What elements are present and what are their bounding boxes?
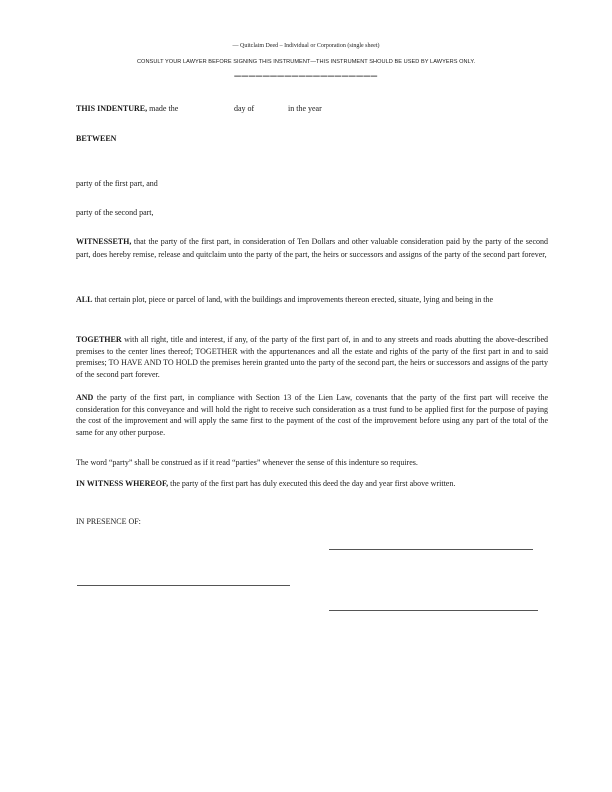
in-the-year-label: in the year [288, 104, 322, 113]
witnesseth-paragraph [76, 235, 548, 261]
together-text: with all right, title and interest, if any, of the party of the first part of, in and to any streets and roads abutting the above-described premises to the center lines thereof; TOGETHER with the appurtenances and all the estate and rights of the party of the first part in and to said premises; TO HAVE AND TO HOLD the premises herein granted unto the party of the second part, the heirs or successors and assigns of the party of the second part forever. [76, 335, 549, 379]
in-witness-paragraph [76, 477, 548, 490]
and-paragraph [76, 392, 548, 438]
indenture-line [76, 102, 536, 115]
witnesseth-lead: WITNESSETH, [76, 237, 132, 246]
party-second-part: party of the second part, [76, 208, 154, 217]
all-lead: ALL [76, 295, 93, 304]
and-lead: AND [76, 393, 94, 402]
form-title: — Quitclaim Deed – Individual or Corporation (single sheet) [232, 43, 380, 49]
day-of-label: day of [234, 104, 255, 113]
together-lead: TOGETHER [76, 335, 122, 344]
in-witness-lead: IN WITNESS WHEREOF, [76, 479, 169, 488]
in-witness-text: the party of the first part has duly executed this deed the day and year first above written. [170, 479, 456, 488]
signature-line-witness [77, 585, 290, 586]
signature-line-grantor-2 [329, 610, 538, 611]
and-text: the party of the first part, in compliance with Section 13 of the Lien Law, covenants that the party of the first part will receive the consideration for this conveyance and will hold the right to receive such consideration as a trust fund to be applied first for the purpose of paying the cost of the improvement and will apply the same first to the payment of the cost of the improvement before using any part of the total of the same for any other purpose. [76, 393, 549, 437]
all-text: that certain plot, piece or parcel of land, with the buildings and improvements thereon erected, situate, lying and being in the [94, 295, 493, 304]
indenture-lead: THIS INDENTURE, [76, 104, 148, 113]
consult-notice: CONSULT YOUR LAWYER BEFORE SIGNING THIS INSTRUMENT—THIS INSTRUMENT SHOULD BE USED BY LAWYERS ONLY. [136, 59, 476, 65]
party-first-part: party of the first part, and [76, 179, 158, 188]
made-the-label: made the [149, 104, 179, 113]
all-paragraph [76, 293, 548, 306]
signature-line-grantor-1 [329, 549, 533, 550]
header-divider: –––––––––––––––––––– [234, 68, 378, 82]
witnesseth-text: that the party of the first part, in consideration of Ten Dollars and other valuable consideration paid by the party of the second part, does hereby remise, release and quitclaim unto the party of the part, the heirs or successors and assigns of the party of the second part forever, [76, 237, 548, 259]
party-construction-note: The word “party” shall be construed as if it read “parties” whenever the sense of this indenture so requires. [76, 458, 418, 467]
between-heading: BETWEEN [76, 134, 117, 143]
together-paragraph [76, 334, 548, 380]
in-presence-of-label: IN PRESENCE OF: [76, 517, 141, 526]
